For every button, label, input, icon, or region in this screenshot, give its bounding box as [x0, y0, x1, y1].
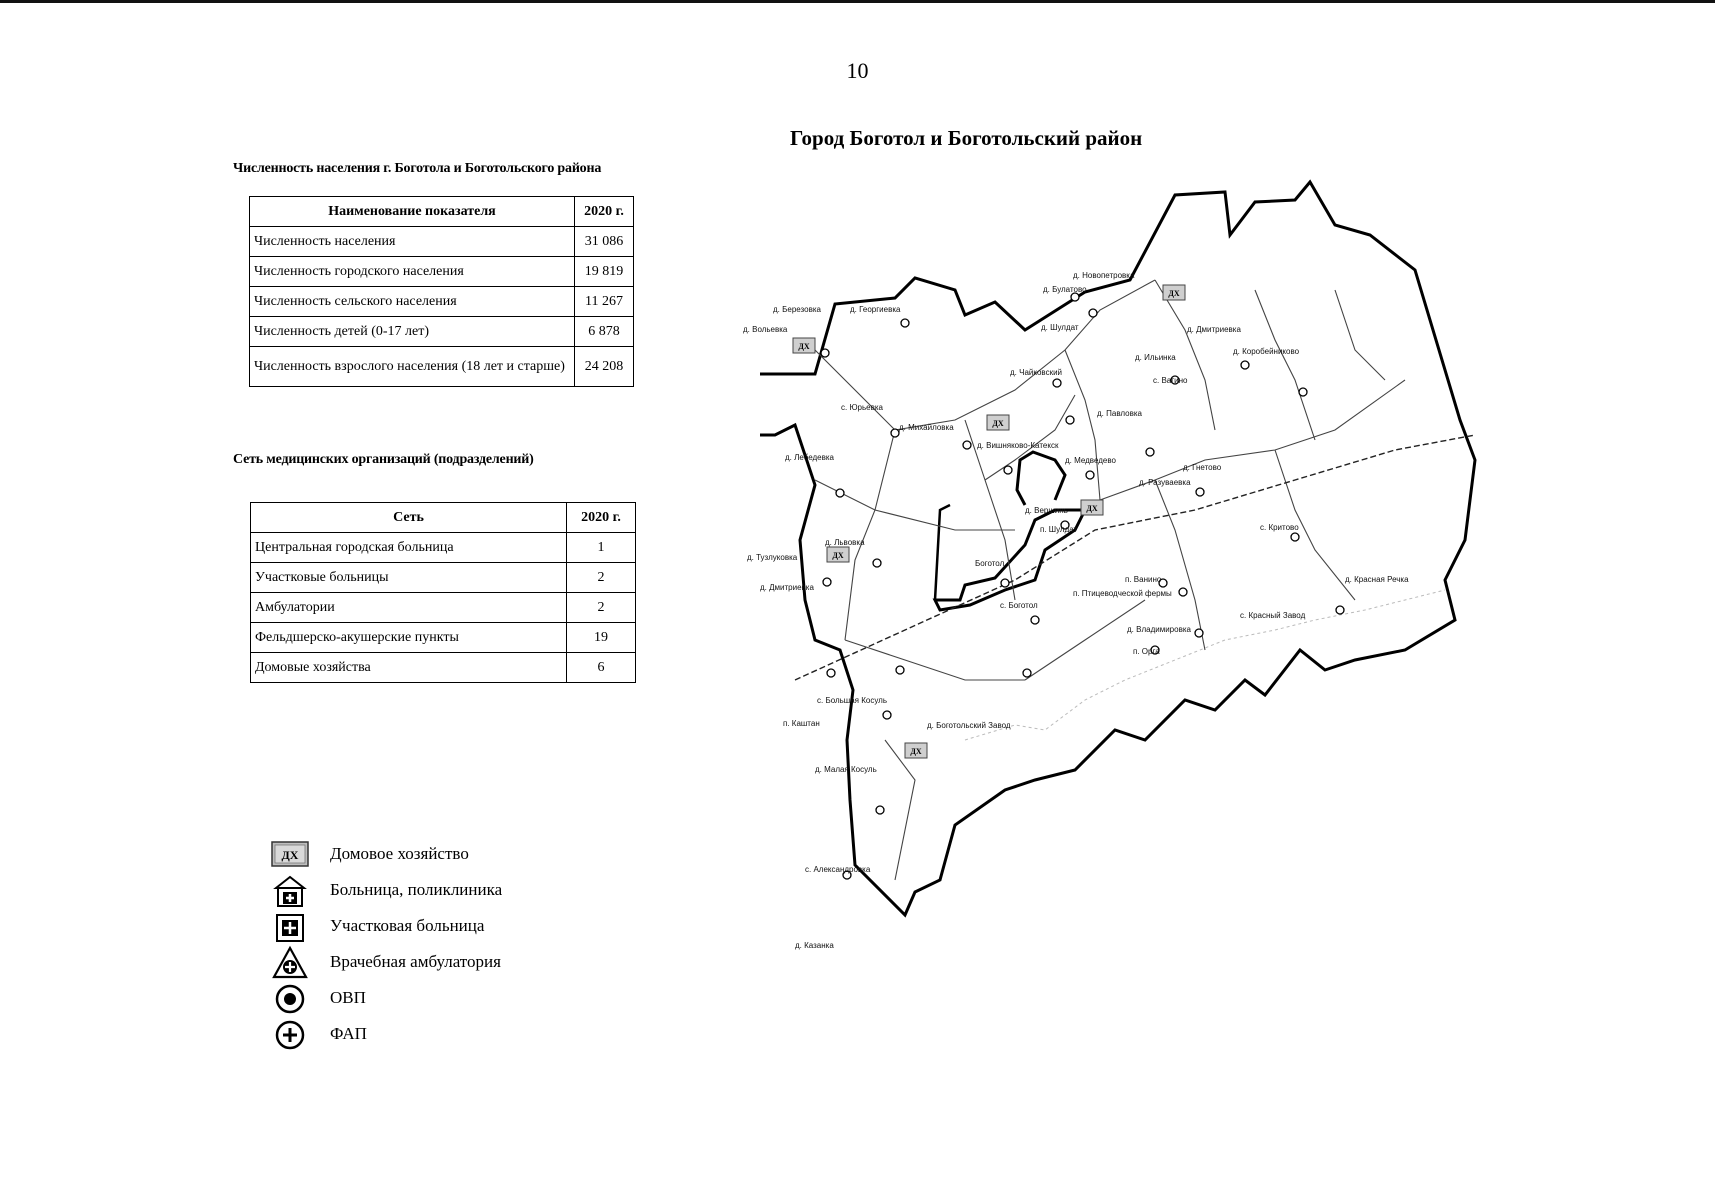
header-year: 2020 г. [567, 503, 636, 533]
row-label: Центральная городская больница [251, 533, 567, 563]
table-row [251, 653, 636, 683]
place-label: с. Боготол [1000, 601, 1038, 610]
feldsher-point-icon [268, 1018, 312, 1052]
row-value: 2 [567, 593, 636, 623]
road-network [815, 280, 1405, 880]
medical-title: Сеть медицинских организаций (подразделений) [233, 452, 534, 467]
household-badge [987, 415, 1009, 430]
row-value: 6 878 [575, 317, 634, 347]
place-label: д. Павловка [1097, 409, 1142, 418]
household-badge [827, 547, 849, 562]
place-label: с. Красный Завод [1240, 611, 1306, 620]
place-label: д. Казанка [795, 941, 834, 950]
district-map [743, 180, 1555, 1010]
place-label: д. Медведево [1065, 456, 1116, 465]
map-title: Город Боготол и Боготольский район [790, 126, 1143, 150]
page-number: 10 [846, 58, 869, 83]
place-label: д. Михайловка [899, 423, 954, 432]
row-label: Участковые больницы [251, 563, 567, 593]
house-household-icon [268, 838, 312, 872]
table-row [251, 563, 636, 593]
place-label: д. Булатово [1043, 285, 1087, 294]
row-value: 6 [567, 653, 636, 683]
header-year: 2020 г. [575, 197, 634, 227]
place-label: д. Коробейниково [1233, 347, 1300, 356]
place-label: п. Шулдат [1040, 525, 1078, 534]
place-label: д. Малая Косуль [815, 765, 877, 774]
place-label: д. Чайковский [1010, 368, 1062, 377]
row-label: Фельдшерско-акушерские пункты [251, 623, 567, 653]
place-label: д. Шулдат [1041, 323, 1079, 332]
household-badge-text: ДХ [281, 848, 299, 862]
place-label: д. Ильинка [1135, 353, 1176, 362]
railway-line [795, 435, 1475, 680]
place-label: д. Вишняково-Катекск [977, 441, 1059, 450]
svg-text:ДХ: ДХ [1168, 289, 1180, 298]
place-label: д. Дмитриевка [1187, 325, 1241, 334]
row-label: Домовые хозяйства [251, 653, 567, 683]
header-indicator: Наименование показателя [250, 197, 575, 227]
row-value: 31 086 [575, 227, 634, 257]
legend-label: ФАП [330, 1024, 367, 1043]
place-label: с. Александровка [805, 865, 871, 874]
legend-label: Домовое хозяйство [330, 844, 469, 863]
row-label: Численность детей (0-17 лет) [250, 317, 575, 347]
row-label: Численность населения [250, 227, 575, 257]
medical-table [250, 502, 636, 683]
svg-text:ДХ: ДХ [992, 419, 1004, 428]
row-value: 24 208 [575, 347, 634, 387]
row-label: Численность сельского населения [250, 287, 575, 317]
population-title: Численность населения г. Боготола и Боготольского района [233, 161, 602, 176]
legend-label: ОВП [330, 988, 366, 1007]
table-header-row [251, 503, 636, 533]
svg-text:ДХ: ДХ [910, 747, 922, 756]
district-boundary [760, 182, 1475, 915]
place-label: д. Новопетровка [1073, 271, 1135, 280]
boundary-west-spur [935, 505, 950, 600]
place-label: п. Каштан [783, 719, 820, 728]
legend-label: Участковая больница [330, 916, 485, 935]
row-label: Амбулатории [251, 593, 567, 623]
row-value: 19 819 [575, 257, 634, 287]
table-row [250, 287, 634, 317]
table-row [251, 533, 636, 563]
place-label: д. Разуваевка [1139, 478, 1191, 487]
river [965, 590, 1445, 740]
row-value: 11 267 [575, 287, 634, 317]
table-row [250, 347, 634, 387]
place-labels [743, 271, 1409, 950]
city-boundary-north [1017, 452, 1065, 505]
table-row [250, 317, 634, 347]
gp-office-icon [268, 982, 312, 1016]
household-badge [1081, 500, 1103, 515]
row-value: 1 [567, 533, 636, 563]
place-label: с. Юрьевка [841, 403, 883, 412]
svg-text:ДХ: ДХ [832, 551, 844, 560]
place-label: д. Владимировка [1127, 625, 1191, 634]
page-top-border [0, 0, 1715, 3]
place-label: д. Боготольский Завод [927, 721, 1011, 730]
table-row [250, 257, 634, 287]
table-row [251, 623, 636, 653]
place-label: д. Лебедевка [785, 453, 834, 462]
place-label: д. Тузлуковка [747, 553, 798, 562]
hospital-icon [268, 874, 312, 908]
place-label: д. Вольевка [743, 325, 788, 334]
household-badge [905, 743, 927, 758]
district-hospital-icon [268, 910, 312, 944]
household-badge [1163, 285, 1185, 300]
household-badge [793, 338, 815, 353]
table-row [251, 593, 636, 623]
place-label: п. Орга [1133, 647, 1160, 656]
row-value: 2 [567, 563, 636, 593]
legend-label: Врачебная амбулатория [330, 952, 501, 971]
population-table [249, 196, 634, 387]
place-label: с. Большая Косуль [817, 696, 887, 705]
svg-text:ДХ: ДХ [1086, 504, 1098, 513]
row-value: 19 [567, 623, 636, 653]
row-label: Численность взрослого населения (18 лет и старше) [250, 347, 575, 387]
place-label: п. Птицеводческой фермы [1073, 589, 1172, 598]
place-label: д. Березовка [773, 305, 821, 314]
table-row [250, 227, 634, 257]
row-label: Численность городского населения [250, 257, 575, 287]
place-label: с. Критово [1260, 523, 1299, 532]
table-header-row [250, 197, 634, 227]
place-label: д. Вершинь [1025, 506, 1068, 515]
place-label: д. Гнетово [1183, 463, 1222, 472]
place-label: Боготол [975, 559, 1005, 568]
place-label: д. Красная Речка [1345, 575, 1409, 584]
svg-text:ДХ: ДХ [798, 342, 810, 351]
place-label: д. Львовка [825, 538, 865, 547]
place-label: д. Георгиевка [850, 305, 901, 314]
settlement-markers [821, 293, 1344, 879]
place-label: д. Дмитриевка [760, 583, 814, 592]
place-label: п. Ванино [1125, 575, 1162, 584]
legend-label: Больница, поликлиника [330, 880, 503, 899]
place-label: с. Вагино [1153, 376, 1188, 385]
outpatient-clinic-icon [268, 946, 312, 980]
header-network: Сеть [251, 503, 567, 533]
